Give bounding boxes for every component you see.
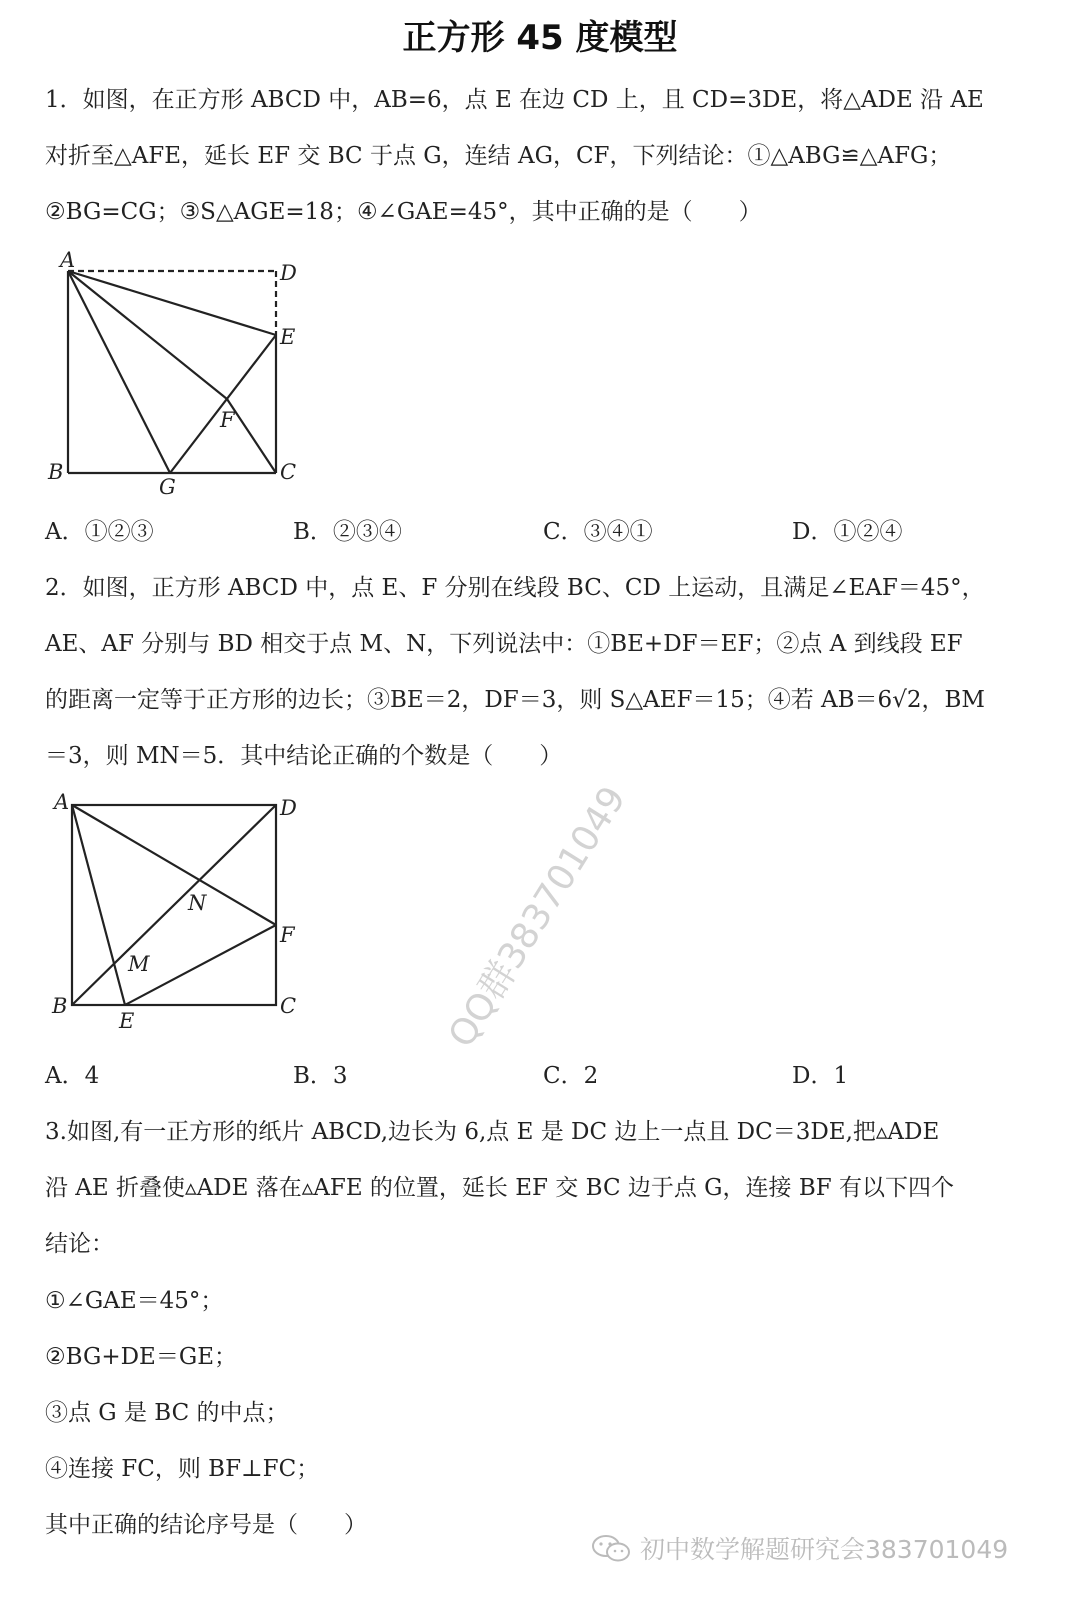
q3-conclusion-1: ①∠GAE＝45°； [45, 1288, 224, 1314]
q3-question-end: 其中正确的结论序号是（ ） [45, 1512, 367, 1538]
q3-conclusion-3: ③点 G 是 BC 的中点； [45, 1400, 289, 1426]
q2-segment-af [72, 805, 276, 925]
q2-option-b[interactable] [293, 1058, 348, 1094]
q1-line-3: ②BG=CG；③S△AGE=18；④∠GAE=45°，其中正确的是（ ） [45, 199, 762, 225]
q1-option-c[interactable] [543, 514, 653, 550]
q2-option-b-text: 3 [332, 1063, 348, 1089]
q1-option-d-letter: D． [792, 519, 834, 545]
page-title: 正方形 45 度模型 [402, 18, 678, 58]
q2-option-b-letter: B． [293, 1063, 333, 1089]
q1-label-d: D [280, 261, 297, 285]
q1-label-f: F [220, 408, 235, 432]
q3-conclusion-2: ②BG+DE＝GE； [45, 1344, 237, 1370]
q2-option-d[interactable] [792, 1058, 848, 1094]
q1-label-a: A [60, 248, 76, 272]
q1-option-c-text: ③④① [583, 519, 653, 545]
q1-label-c: C [280, 460, 297, 484]
q1-option-d-text: ①②④ [833, 519, 903, 545]
q2-option-c-letter: C． [543, 1063, 584, 1089]
q1-option-b[interactable] [293, 514, 402, 550]
wechat-icon [590, 1533, 632, 1563]
q2-label-a: A [54, 790, 70, 814]
q1-line-2: 对折至△AFE，延长 EF 交 BC 于点 G，连结 AG，CF，下列结论：①△ABG≌△AFG； [45, 143, 952, 169]
q2-label-b: B [52, 994, 68, 1018]
footer-watermark [590, 1530, 1008, 1566]
q2-option-a-text: 4 [84, 1063, 100, 1089]
q2-figure [40, 785, 320, 1035]
q2-option-d-text: 1 [833, 1063, 849, 1089]
q2-label-e: E [119, 1009, 135, 1033]
q2-option-a[interactable] [45, 1058, 99, 1094]
q1-label-b: B [48, 460, 64, 484]
q3-line-1: 3.如图,有一正方形的纸片 ABCD,边长为 6,点 E 是 DC 边上一点且 DC＝3DE,把▵ADE [45, 1119, 940, 1145]
q1-option-c-letter: C． [543, 519, 584, 545]
q2-label-m: M [128, 952, 150, 976]
q1-option-a[interactable] [45, 514, 154, 550]
q1-option-a-text: ①②③ [84, 519, 154, 545]
q2-option-c[interactable] [543, 1058, 598, 1094]
q1-label-g: G [159, 475, 176, 499]
q1-segment-ge [170, 335, 276, 473]
q3-conclusion-4: ④连接 FC，则 BF⊥FC； [45, 1456, 320, 1482]
q1-segment-ae [68, 271, 276, 335]
q2-option-d-letter: D． [792, 1063, 834, 1089]
q2-option-a-letter: A． [45, 1063, 85, 1089]
q2-diagonal-bd [72, 805, 276, 1005]
q2-label-f: F [280, 923, 295, 947]
q1-figure [40, 245, 320, 505]
q2-label-d: D [280, 796, 297, 820]
q2-line-2: AE、AF 分别与 BD 相交于点 M、N，下列说法中：①BE+DF＝EF；②点 A 到线段 EF [45, 631, 963, 657]
q2-line-1: 2．如图，正方形 ABCD 中，点 E、F 分别在线段 BC、CD 上运动，且满足∠EAF＝45°， [45, 575, 985, 601]
footer-text: 初中数学解题研究会383701049 [640, 1535, 1009, 1564]
q2-label-n: N [188, 891, 207, 915]
q2-line-3: 的距离一定等于正方形的边长；③BE＝2，DF＝3，则 S△AEF＝15；④若 AB＝6√2，BM [45, 687, 985, 713]
q1-option-d[interactable] [792, 514, 902, 550]
q3-line-3: 结论： [45, 1231, 114, 1257]
q1-line-1: 1．如图，在正方形 ABCD 中，AB=6，点 E 在边 CD 上，且 CD=3DE，将△ADE 沿 AE [45, 87, 984, 113]
q2-segment-ae [72, 805, 125, 1005]
q1-segment-af [68, 271, 227, 399]
q1-option-a-letter: A． [45, 519, 85, 545]
q1-label-e: E [280, 325, 296, 349]
q2-line-4: ＝3，则 MN＝5．其中结论正确的个数是（ ） [45, 743, 563, 769]
q2-option-c-text: 2 [583, 1063, 599, 1089]
q3-line-2: 沿 AE 折叠使▵ADE 落在▵AFE 的位置，延长 EF 交 BC 边于点 G，连接 BF 有以下四个 [45, 1175, 955, 1201]
q1-option-b-letter: B． [293, 519, 333, 545]
q2-label-c: C [280, 994, 297, 1018]
q1-segment-ag [68, 271, 170, 473]
q1-option-b-text: ②③④ [332, 519, 402, 545]
watermark: QQ群383701049 [440, 779, 635, 1055]
